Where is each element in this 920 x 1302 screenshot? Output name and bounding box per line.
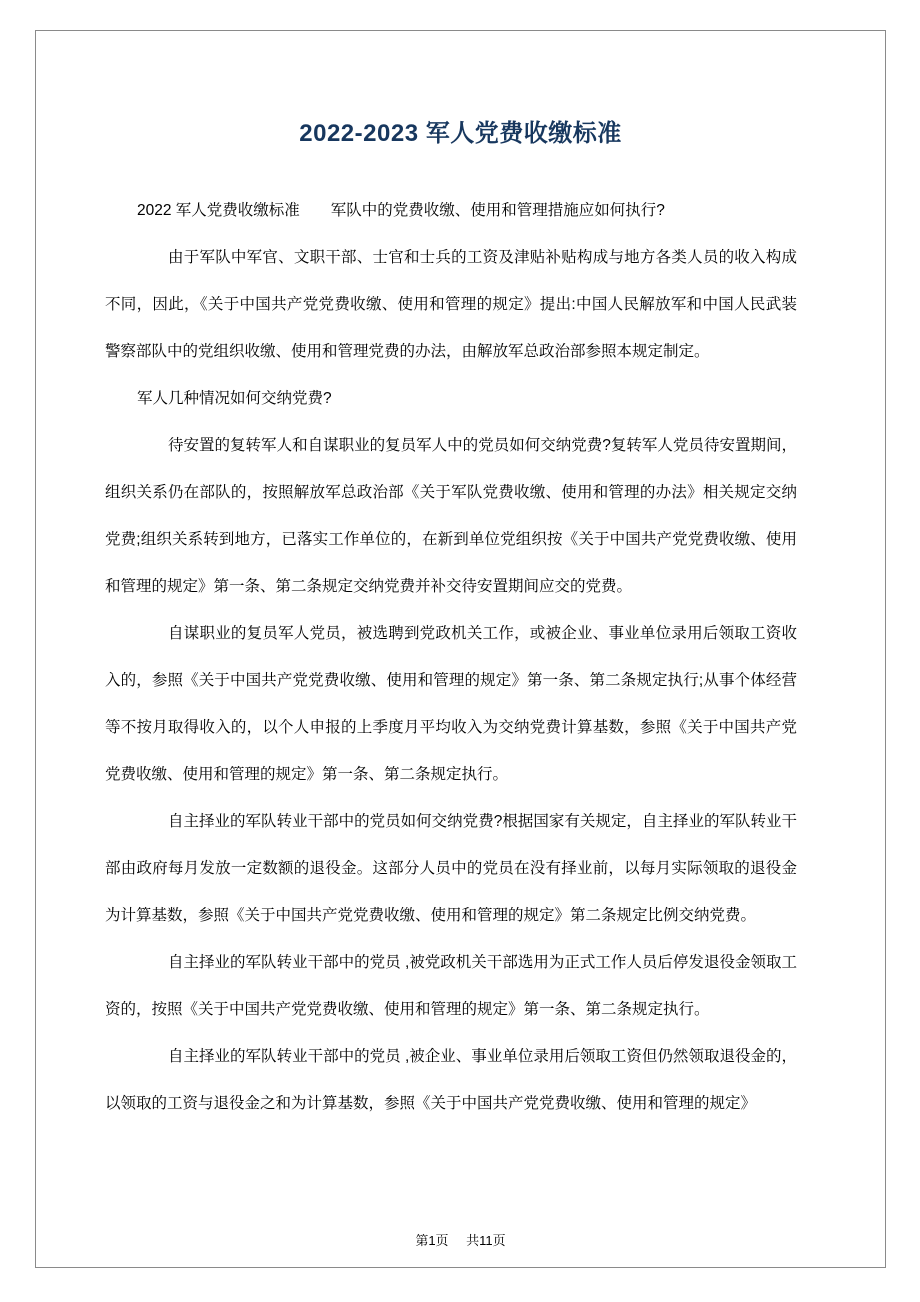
document-body xyxy=(36,187,885,1127)
paragraph: 待安置的复转军人和自谋职业的复员军人中的党员如何交纳党费?复转军人党员待安置期间，组织关系仍在部队的，按照解放军总政治部《关于军队党费收缴、使用和管理的办法》相关规定交纳党费;组织关系转到地方，已落实工作单位的，在新到单位党组织按《关于中国共产党党费收缴、使用和管理的规定》第一条、第二条规定交纳党费并补交待安置期间应交的党费。 xyxy=(105,437,797,595)
current-page-label: 第1页 xyxy=(415,1233,449,1248)
paragraph: 自谋职业的复员军人党员，被选聘到党政机关工作，或被企业、事业单位录用后领取工资收入的，参照《关于中国共产党党费收缴、使用和管理的规定》第一条、第二条规定执行;从事个体经营等不按月取得收入的，以个人申报的上季度月平均收入为交纳党费计算基数，参照《关于中国共产党党费收缴、使用和管理的规定》第一条、第二条规定执行。 xyxy=(105,625,797,783)
paragraph: 由于军队中军官、文职干部、士官和士兵的工资及津贴补贴构成与地方各类人员的收入构成不同，因此，《关于中国共产党党费收缴、使用和管理的规定》提出:中国人民解放军和中国人民武装警察部队中的党组织收缴、使用和管理党费的办法，由解放军总政治部参照本规定制定。 xyxy=(105,249,797,360)
paragraph: 自主择业的军队转业干部中的党员 ,被党政机关干部选用为正式工作人员后停发退役金领取工资的，按照《关于中国共产党党费收缴、使用和管理的规定》第一条、第二条规定执行。 xyxy=(105,954,797,1018)
page-footer xyxy=(36,1230,885,1249)
document-title: 2022-2023 军人党费收缴标准 xyxy=(299,120,622,147)
paragraph: 自主择业的军队转业干部中的党员如何交纳党费?根据国家有关规定，自主择业的军队转业干部由政府每月发放一定数额的退役金。这部分人员中的党员在没有择业前，以每月实际领取的退役金为计算基数，参照《关于中国共产党党费收缴、使用和管理的规定》第二条规定比例交纳党费。 xyxy=(105,813,797,924)
document-page xyxy=(35,30,886,1268)
paragraph: 军人几种情况如何交纳党费? xyxy=(137,390,332,407)
paragraph: 2022 军人党费收缴标准 军队中的党费收缴、使用和管理措施应如何执行? xyxy=(137,202,665,219)
paragraph: 自主择业的军队转业干部中的党员 ,被企业、事业单位录用后领取工资但仍然领取退役金的，以领取的工资与退役金之和为计算基数，参照《关于中国共产党党费收缴、使用和管理的规定》 xyxy=(105,1048,797,1112)
total-pages-label: 共11页 xyxy=(466,1233,506,1248)
